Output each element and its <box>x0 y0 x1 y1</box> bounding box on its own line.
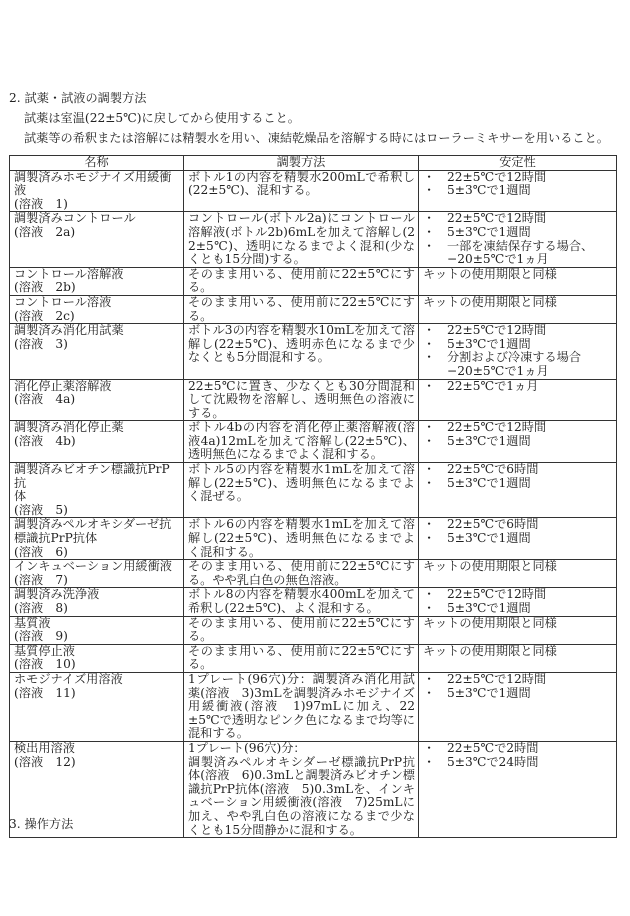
preparation-method-cell: 1プレート(96穴)分：調製済み消化用試薬(溶液 3)3mLを調製済みホモジナイズ用緩衝液(溶液 1)97mLに加え、22±5℃で透明なピンク色になるまで均等に混和する。 <box>184 672 419 741</box>
stability-item: ・ 5±3℃で1週間 <box>423 435 612 449</box>
reagent-name-cell <box>10 518 184 560</box>
stability-item: ・ 22±5℃で12時間 <box>423 673 612 687</box>
preparation-method-cell: そのまま用いる、使用前に22±5℃にする。 <box>184 267 419 295</box>
stability-item: ・ 22±5℃で6時間 <box>423 463 612 477</box>
stability-list <box>423 673 612 700</box>
reagent-name-line: 標識抗PrP抗体 <box>14 531 98 546</box>
reagent-name-line: (溶液 7) <box>14 572 68 587</box>
stability-item: ・ 22±5℃で12時間 <box>423 212 612 226</box>
table-row <box>10 379 617 421</box>
reagent-name-line: 調製済み消化用試薬 <box>14 323 124 338</box>
table-row <box>10 588 617 616</box>
header-stability: 安定性 <box>419 156 617 171</box>
reagent-name-cell <box>10 295 184 323</box>
table-row <box>10 295 617 323</box>
preparation-method-cell: ボトル1の内容を精製水200mLで希釈し(22±5℃)、混和する。 <box>184 170 419 212</box>
stability-cell <box>419 672 617 741</box>
reagent-name-line: 基質停止液 <box>14 643 75 658</box>
table-row <box>10 672 617 741</box>
stability-cell: キットの使用期限と同様 <box>419 616 617 644</box>
reagent-name-cell <box>10 588 184 616</box>
stability-item: ・ 22±5℃で12時間 <box>423 421 612 435</box>
stability-item: ・ 22±5℃で1ヵ月 <box>423 380 612 394</box>
paragraph-dilution-note: 試薬等の希釈または溶解には精製水を用い、凍結乾燥品を溶解する時にはローラーミキサーを用いること。 <box>24 131 609 145</box>
stability-cell: キットの使用期限と同様 <box>419 295 617 323</box>
reagent-name-line: (溶液 9) <box>14 629 68 644</box>
stability-item: ・ 22±5℃で12時間 <box>423 588 612 602</box>
header-method: 調製方法 <box>184 156 419 171</box>
stability-item: ・ 22±5℃で12時間 <box>423 324 612 338</box>
table-row <box>10 463 617 518</box>
preparation-method-cell: ボトル6の内容を精製水1mLを加えて溶解し(22±5℃)、透明無色になるまでよく混和する。 <box>184 518 419 560</box>
stability-item: ・ 22±5℃で12時間 <box>423 171 612 185</box>
stability-list <box>423 518 612 545</box>
reagent-name-line: (溶液 11) <box>14 685 76 700</box>
table-row <box>10 324 617 379</box>
stability-item: ・ 5±3℃で1週間 <box>423 338 612 352</box>
stability-cell <box>419 463 617 518</box>
preparation-method-cell: ボトル5の内容を精製水1mLを加えて溶解し(22±5℃)、透明無色になるまでよく混ぜる。 <box>184 463 419 518</box>
table-body <box>10 170 617 838</box>
stability-cell <box>419 212 617 267</box>
reagent-name-cell <box>10 644 184 672</box>
stability-item: ・ 5±3℃で1週間 <box>423 477 612 491</box>
preparation-method-cell: そのまま用いる、使用前に22±5℃にする。やや乳白色の無色溶液。 <box>184 560 419 588</box>
reagent-name-line: 調製済み洗浄液 <box>14 587 100 602</box>
reagent-name-line: 消化停止薬溶解液 <box>14 378 112 393</box>
table-row <box>10 741 617 837</box>
reagent-name-cell <box>10 672 184 741</box>
stability-item: ・ 5±3℃で1週間 <box>423 532 612 546</box>
stability-item: ・ 5±3℃で24時間 <box>423 756 612 770</box>
preparation-method-cell: そのまま用いる、使用前に22±5℃にする。 <box>184 295 419 323</box>
section-3-heading: 3. 操作方法 <box>9 817 74 831</box>
stability-cell: キットの使用期限と同様 <box>419 267 617 295</box>
reagent-name-cell <box>10 170 184 212</box>
stability-list <box>423 324 612 378</box>
reagent-name-line: (溶液 4b) <box>14 433 76 448</box>
stability-item: ・ 22±5℃で2時間 <box>423 742 612 756</box>
reagent-name-cell <box>10 267 184 295</box>
reagent-name-cell <box>10 616 184 644</box>
stability-list <box>423 171 612 198</box>
stability-list <box>423 212 612 266</box>
reagent-preparation-table <box>9 155 617 838</box>
table-row <box>10 518 617 560</box>
reagent-name-line: (溶液 2c) <box>14 308 75 323</box>
reagent-name-cell <box>10 212 184 267</box>
preparation-method-cell: ボトル4bの内容を消化停止薬溶解液(溶液4a)12mLを加えて溶解し(22±5℃)、透明無色になるまでよく混和する。 <box>184 421 419 463</box>
stability-list <box>423 421 612 448</box>
stability-cell <box>419 518 617 560</box>
paragraph-room-temperature: 試薬は室温(22±5℃)に戻してから使用すること。 <box>24 111 300 125</box>
stability-list <box>423 742 612 769</box>
stability-item: ・ 5±3℃で1週間 <box>423 226 612 240</box>
reagent-name-line: ホモジナイズ用溶液 <box>14 671 123 686</box>
preparation-method-cell: 1プレート(96穴)分： 調製済みペルオキシダーゼ標識抗PrP抗体(溶液 6)0.3mLと調製済みビオチン標識抗PrP抗体(溶液 5)0.3mLを、インキュベーション用緩衝液(溶液 7)25mLに加え、やや乳白色の溶液になるまで少なくとも15分間静かに混和する。 <box>184 741 419 837</box>
preparation-method-cell: そのまま用いる、使用前に22±5℃にする。 <box>184 644 419 672</box>
preparation-method-cell: コントロール(ボトル2a)にコントロール溶解液(ボトル2b)6mLを加えて溶解し(22±5℃)、透明になるまでよく混和(少なくとも15分間)する。 <box>184 212 419 267</box>
reagent-name-line: 調製済みコントロール <box>14 211 136 226</box>
stability-item: ・ 5±3℃で1週間 <box>423 602 612 616</box>
reagent-name-line: コントロール溶液 <box>14 294 112 309</box>
reagent-name-line: (溶液 10) <box>14 657 76 672</box>
reagent-name-line: 調製済みホモジナイズ用緩衝 <box>14 169 172 184</box>
reagent-name-line: 調製済み消化停止薬 <box>14 420 124 435</box>
reagent-name-line: (溶液 2b) <box>14 280 76 295</box>
stability-item: ・ 分割および冷凍する場合−20±5℃で1ヵ月 <box>423 351 612 378</box>
stability-cell: キットの使用期限と同様 <box>419 560 617 588</box>
preparation-method-cell: 22±5℃に置き、少なくとも30分間混和して沈殿物を溶解し、透明無色の溶液にする。 <box>184 379 419 421</box>
stability-item: ・ 22±5℃で6時間 <box>423 518 612 532</box>
table-row <box>10 616 617 644</box>
preparation-method-cell: ボトル3の内容を精製水10mLを加えて溶解し(22±5℃)、透明赤色になるまで少なくとも5分間混和する。 <box>184 324 419 379</box>
reagent-name-cell <box>10 463 184 518</box>
stability-list <box>423 380 612 394</box>
reagent-name-cell <box>10 560 184 588</box>
reagent-name-line: 調製済みビオチン標識抗PrP抗 <box>14 462 170 490</box>
reagent-name-line: 体 <box>14 489 27 504</box>
table-header-row <box>10 156 617 171</box>
reagent-name-line: (溶液 5) <box>14 502 68 517</box>
table-row <box>10 421 617 463</box>
reagent-name-line: コントロール溶解液 <box>14 266 124 281</box>
stability-item: ・ 5±3℃で1週間 <box>423 184 612 198</box>
stability-item: ・ 一部を凍結保存する場合、−20±5℃で1ヵ月 <box>423 240 612 267</box>
reagent-name-line: (溶液 1) <box>14 196 68 211</box>
stability-cell <box>419 324 617 379</box>
stability-cell: キットの使用期限と同様 <box>419 644 617 672</box>
stability-cell <box>419 741 617 837</box>
stability-cell <box>419 421 617 463</box>
reagent-name-line: 基質液 <box>14 615 51 630</box>
table-row <box>10 267 617 295</box>
table-row <box>10 644 617 672</box>
reagent-name-line: (溶液 4a) <box>14 392 76 407</box>
table-row <box>10 560 617 588</box>
preparation-method-cell: そのまま用いる、使用前に22±5℃にする。 <box>184 616 419 644</box>
stability-list <box>423 463 612 490</box>
table-row <box>10 170 617 212</box>
reagent-name-line: (溶液 3) <box>14 336 68 351</box>
reagent-name-line: 調製済みペルオキシダーゼ抗 <box>14 517 172 532</box>
reagent-name-line: (溶液 8) <box>14 601 68 615</box>
preparation-method-cell: ボトル8の内容を精製水400mLを加えて希釈し(22±5℃)、よく混和する。 <box>184 588 419 616</box>
table-row <box>10 212 617 267</box>
stability-cell <box>419 170 617 212</box>
reagent-name-line: 液 <box>14 183 27 198</box>
header-name: 名称 <box>10 156 184 171</box>
reagent-name-cell <box>10 421 184 463</box>
reagent-name-line: (溶液 12) <box>14 754 76 769</box>
stability-item: ・ 5±3℃で1週間 <box>423 687 612 701</box>
section-2-heading: 2. 試薬・試液の調製方法 <box>9 91 147 105</box>
reagent-name-cell <box>10 379 184 421</box>
stability-list <box>423 588 612 615</box>
reagent-name-cell <box>10 324 184 379</box>
reagent-name-line: (溶液 6) <box>14 544 68 559</box>
stability-cell <box>419 588 617 616</box>
reagent-name-line: インキュベーション用緩衝液 <box>14 559 172 574</box>
reagent-name-line: (溶液 2a) <box>14 224 76 239</box>
reagent-name-line: 検出用溶液 <box>14 740 75 755</box>
stability-cell <box>419 379 617 421</box>
